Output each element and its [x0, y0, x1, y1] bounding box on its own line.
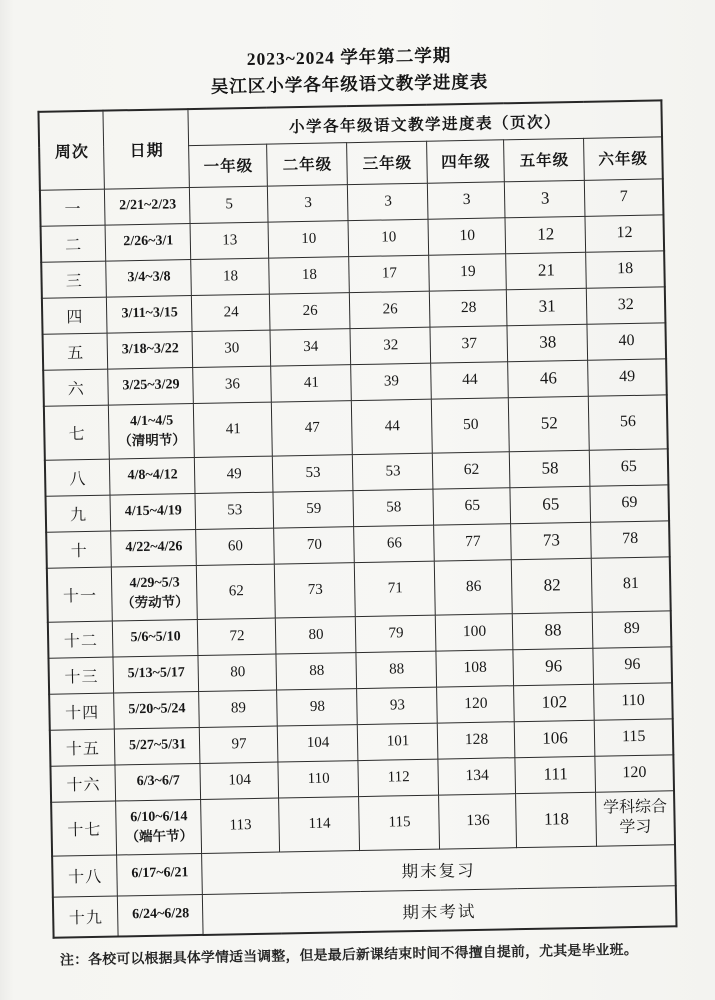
week-cell: 十九	[53, 896, 119, 938]
page-number-cell: 93	[357, 687, 438, 724]
page-number-cell: 101	[358, 723, 439, 760]
page-number-cell: 10	[348, 219, 429, 256]
page-number-cell: 31	[507, 288, 588, 325]
date-cell	[108, 331, 194, 369]
date-range: 3/25~3/29	[122, 377, 180, 394]
page-number-cell: 97	[200, 726, 279, 763]
page-number-cell: 113	[201, 798, 280, 853]
page-number-cell: 82	[512, 558, 593, 613]
date-range: 5/20~5/24	[128, 701, 186, 718]
page-number-cell: 112	[358, 759, 439, 796]
page-number-cell: 115	[359, 795, 440, 850]
page-number-cell: 37	[430, 326, 508, 363]
page-number-cell: 71	[355, 561, 436, 616]
page-number-cell: 72	[198, 618, 277, 655]
page-number-cell: 80	[198, 654, 277, 691]
page-number-cell: 18	[269, 256, 350, 293]
page-number-cell: 学科综合学习	[596, 791, 675, 846]
week-cell: 六	[43, 369, 109, 406]
page-number-cell: 102	[514, 684, 595, 721]
footnote: 注：各校可以根据具体学情适当调整，但是最后新课结束时间不得擅自提前，尤其是毕业班。	[59, 942, 639, 968]
date-range: 4/8~4/12	[127, 467, 178, 484]
week-cell: 十二	[48, 621, 114, 658]
page-number-cell: 96	[593, 647, 672, 684]
page-number-cell: 53	[353, 453, 434, 490]
date-range: 4/1~4/5	[129, 413, 174, 429]
page-number-cell: 47	[272, 400, 353, 455]
date-cell	[111, 529, 197, 567]
date-range: 4/29~5/3	[129, 575, 180, 591]
date-range: 2/21~2/23	[119, 197, 177, 214]
date-column-header: 日期	[103, 109, 189, 189]
grade-header-cell: 一年级	[189, 144, 268, 187]
page-number-cell: 59	[273, 490, 354, 527]
week-cell: 四	[42, 297, 108, 334]
date-cell	[112, 565, 198, 621]
page-number-cell: 62	[197, 564, 276, 619]
page-number-cell: 32	[350, 327, 431, 364]
page-number-cell: 10	[428, 218, 506, 255]
page-number-cell: 73	[275, 562, 356, 617]
date-range: 3/11~3/15	[121, 305, 178, 322]
week-cell: 二	[41, 225, 107, 262]
page-number-cell: 100	[436, 613, 514, 650]
week-cell: 三	[41, 261, 107, 298]
page-number-cell: 41	[271, 364, 352, 401]
page-number-cell: 115	[595, 719, 674, 756]
date-cell	[116, 799, 202, 855]
teaching-progress-table	[37, 100, 677, 939]
holiday-note: （清明节）	[118, 431, 186, 448]
document-header	[0, 0, 707, 105]
page-number-cell: 89	[593, 611, 672, 648]
page-number-cell: 49	[588, 359, 667, 396]
date-cell	[113, 655, 199, 693]
page-number-cell: 12	[505, 216, 586, 253]
page-number-cell: 134	[438, 757, 516, 794]
page-number-cell: 13	[191, 222, 270, 259]
page-number-cell: 88	[513, 612, 594, 649]
page-number-cell: 108	[436, 649, 514, 686]
page-number-cell: 128	[438, 721, 516, 758]
page-number-cell: 114	[279, 796, 360, 851]
page-number-cell: 56	[589, 395, 668, 450]
page-number-cell: 36	[193, 366, 272, 403]
week-column-header: 周次	[38, 111, 104, 190]
date-cell	[114, 691, 200, 729]
week-cell: 十	[46, 531, 112, 568]
page-number-cell: 3	[505, 180, 586, 217]
page-number-cell: 70	[274, 526, 355, 563]
page-number-cell: 80	[276, 616, 357, 653]
page-number-cell: 44	[431, 362, 509, 399]
page-number-cell: 118	[516, 792, 597, 847]
week-cell: 十一	[47, 567, 113, 622]
week-cell: 十六	[50, 765, 116, 802]
page-number-cell: 26	[350, 291, 431, 328]
week-cell: 九	[45, 495, 111, 532]
page-number-cell: 111	[515, 756, 596, 793]
page-number-cell: 60	[196, 528, 275, 565]
page-number-cell: 77	[434, 523, 512, 560]
page-number-cell: 46	[508, 360, 589, 397]
page-number-cell: 38	[507, 324, 588, 361]
holiday-note: （端午节）	[125, 827, 194, 844]
page-number-cell: 69	[590, 485, 669, 522]
date-range: 2/26~3/1	[123, 233, 174, 250]
page-number-cell: 18	[586, 251, 665, 288]
date-cell	[110, 493, 196, 531]
page-number-cell: 40	[587, 323, 666, 360]
page-number-cell: 21	[506, 252, 587, 289]
page-number-cell: 104	[200, 762, 279, 799]
page-number-cell: 26	[270, 292, 351, 329]
date-cell	[113, 619, 199, 657]
group-header-pages: 小学各年级语文教学进度表（页次）	[188, 101, 662, 146]
page-number-cell: 65	[433, 487, 511, 524]
page-number-cell: 73	[511, 522, 592, 559]
merged-activity-cell: 期末复习	[202, 845, 676, 895]
page-number-cell: 120	[595, 755, 674, 792]
page-number-cell: 53	[273, 454, 354, 491]
page-number-cell: 88	[356, 651, 437, 688]
week-cell: 五	[43, 333, 109, 370]
page-number-cell: 18	[191, 258, 270, 295]
week-cell: 十七	[51, 801, 117, 856]
date-range: 4/15~4/19	[124, 503, 182, 520]
page-number-cell: 89	[199, 690, 278, 727]
page-number-cell: 136	[439, 793, 517, 848]
page-number-cell: 50	[432, 398, 510, 453]
page-title-semester: 2023~2024 学年第二学期	[246, 45, 452, 69]
page-number-cell: 32	[587, 287, 666, 324]
date-cell	[110, 457, 196, 495]
page-number-cell: 34	[270, 328, 351, 365]
date-cell	[107, 295, 193, 333]
date-cell	[106, 259, 192, 297]
page-number-cell: 19	[429, 254, 507, 291]
page-number-cell: 39	[351, 363, 432, 400]
page-number-cell: 81	[592, 557, 671, 612]
page-number-cell: 65	[590, 449, 669, 486]
date-range: 5/27~5/31	[128, 737, 187, 754]
page-number-cell: 10	[269, 220, 350, 257]
page-title-table-name: 吴江区小学各年级语文教学进度表	[210, 71, 489, 97]
date-range: 5/6~5/10	[130, 629, 181, 646]
page-number-cell: 41	[194, 402, 273, 457]
week-cell: 七	[44, 405, 110, 460]
page-number-cell: 24	[192, 294, 271, 331]
page-number-cell: 58	[510, 450, 591, 487]
page-number-cell: 17	[349, 255, 430, 292]
date-cell	[109, 403, 195, 459]
page-number-cell: 5	[190, 186, 269, 223]
date-cell	[115, 763, 201, 801]
page-number-cell: 3	[268, 184, 349, 221]
date-cell	[118, 894, 204, 937]
grade-header-cell: 二年级	[267, 142, 348, 185]
page-number-cell: 66	[354, 525, 435, 562]
page-number-cell: 88	[276, 652, 357, 689]
page-number-cell: 28	[430, 290, 508, 327]
week-cell: 十五	[50, 729, 116, 766]
date-cell	[115, 727, 201, 765]
date-range: 4/22~4/26	[125, 539, 183, 556]
page-number-cell: 110	[594, 683, 673, 720]
page-number-cell: 12	[585, 215, 664, 252]
date-range: 6/17~6/21	[131, 865, 189, 882]
week-cell: 十四	[49, 693, 115, 730]
date-cell	[108, 367, 194, 405]
date-range: 3/18~3/22	[121, 341, 179, 358]
page-number-cell: 3	[348, 183, 429, 220]
date-range: 5/13~5/17	[127, 665, 185, 682]
page-number-cell: 120	[437, 685, 515, 722]
date-range: 6/3~6/7	[136, 773, 180, 789]
date-range: 6/10~6/14	[130, 808, 188, 825]
date-cell	[106, 223, 192, 261]
page-number-cell: 65	[510, 486, 591, 523]
page-number-cell: 7	[585, 179, 664, 216]
week-cell: 十八	[52, 855, 118, 897]
week-cell: 十三	[48, 657, 114, 694]
grade-header-cell: 六年级	[584, 137, 663, 180]
grade-header-cell: 四年级	[427, 140, 505, 183]
page-number-cell: 49	[195, 456, 274, 493]
page-number-cell: 44	[352, 399, 433, 454]
page-number-cell: 79	[356, 615, 437, 652]
grade-header-cell: 三年级	[347, 141, 428, 184]
page-number-cell: 86	[435, 559, 513, 614]
page-number-cell: 3	[428, 182, 506, 219]
page-number-cell: 30	[192, 330, 271, 367]
holiday-note: （劳动节）	[121, 593, 189, 610]
date-cell	[105, 187, 191, 225]
merged-activity-cell: 期末考试	[203, 886, 677, 936]
page-number-cell: 110	[278, 760, 359, 797]
page-number-cell: 78	[591, 521, 670, 558]
grade-header-cell: 五年级	[504, 138, 585, 181]
page-number-cell: 53	[195, 492, 274, 529]
date-cell	[117, 853, 203, 896]
page-number-cell: 98	[277, 688, 358, 725]
page-number-cell: 52	[509, 396, 590, 451]
page-number-cell: 104	[278, 724, 359, 761]
date-range: 3/4~3/8	[127, 269, 171, 286]
page-number-cell: 62	[433, 451, 511, 488]
page-number-cell: 58	[353, 489, 434, 526]
week-cell: 一	[40, 189, 106, 226]
page-number-cell: 106	[515, 720, 596, 757]
page-number-cell: 96	[513, 648, 594, 685]
date-range: 6/24~6/28	[132, 906, 190, 923]
week-cell: 八	[45, 459, 111, 496]
